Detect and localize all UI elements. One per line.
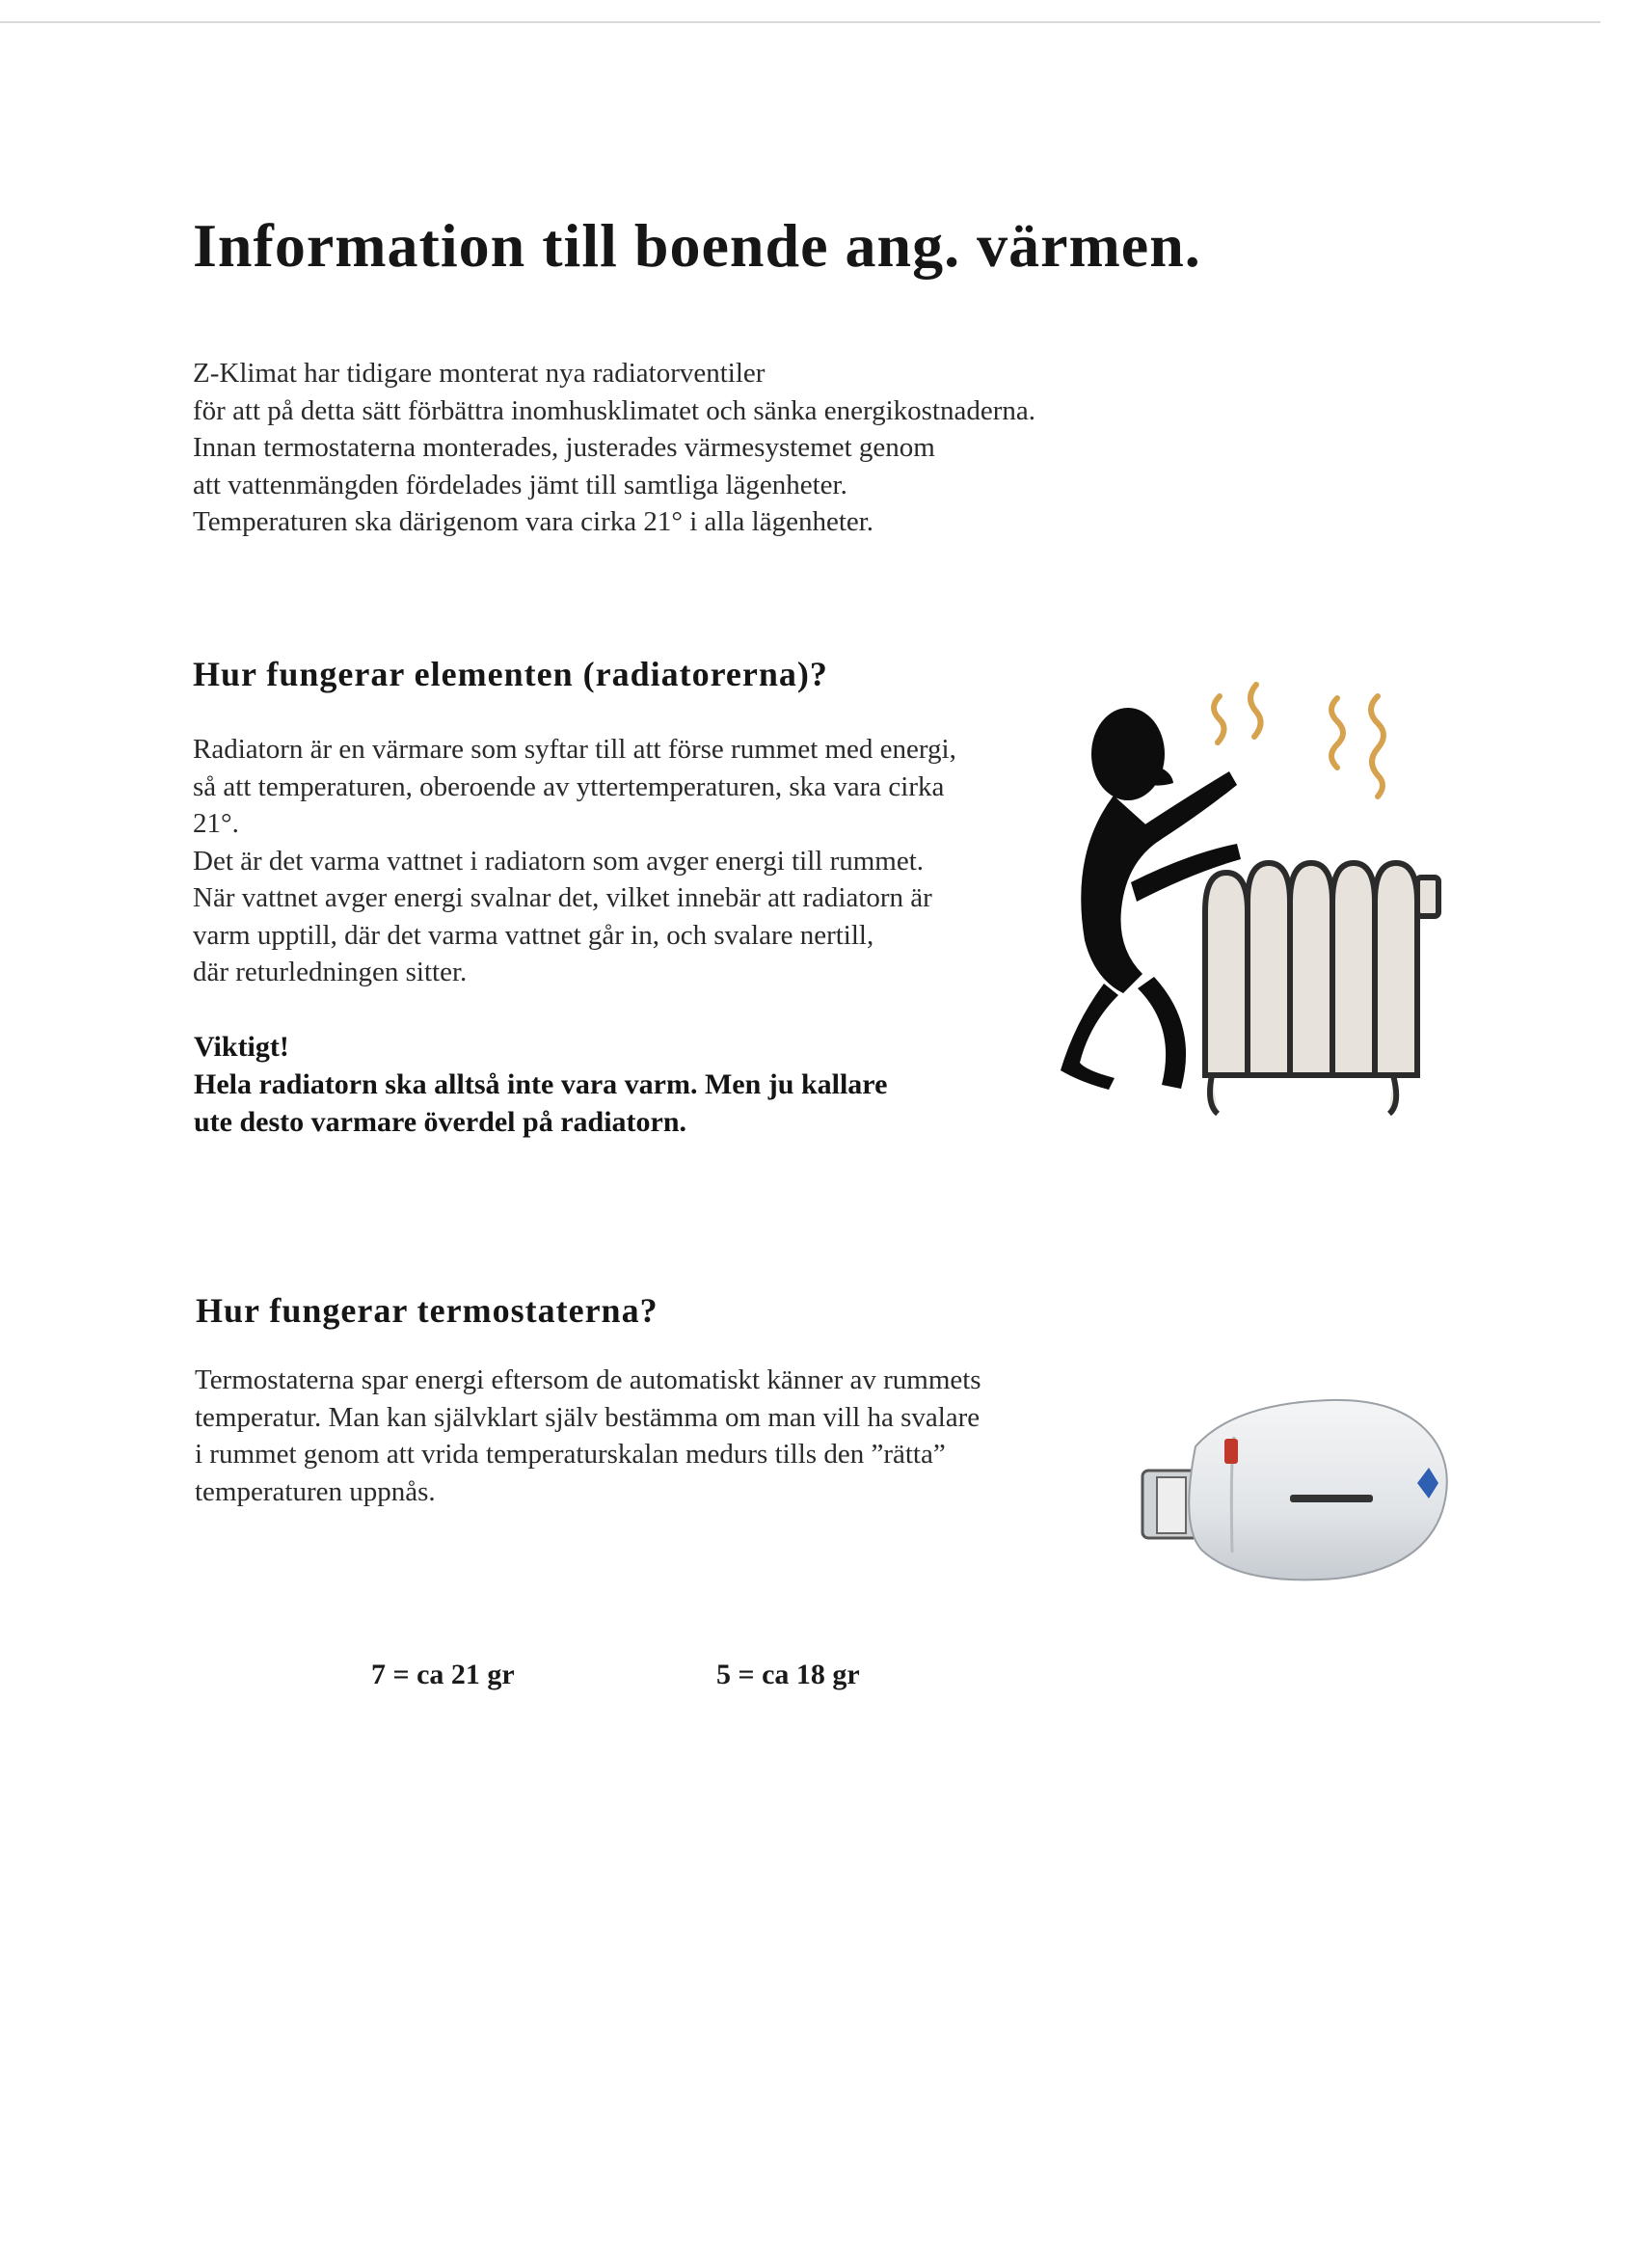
radiator-line: så att temperaturen, oberoende av yttertemperaturen, ska vara cirka — [193, 770, 945, 802]
intro-line: att vattenmängden fördelades jämt till samtliga lägenheter. — [193, 469, 847, 500]
thermostat-heading: Hur fungerar termostaterna? — [196, 1291, 658, 1330]
radiator-line: Det är det varma vattnet i radiatorn som avger energi till rummet. — [193, 845, 925, 877]
radiator-line: När vattnet avger energi svalnar det, vilket innebär att radiatorn är — [193, 882, 932, 913]
page-title: Information till boende ang. värmen. — [193, 211, 1201, 280]
intro-line: för att på detta sätt förbättra inomhusklimatet och sänka energikostnaderna. — [193, 394, 1036, 426]
person-warming-at-radiator-illustration — [1046, 675, 1461, 1119]
radiator-icon — [1205, 863, 1438, 1114]
thermostat-line: temperaturen uppnås. — [195, 1475, 436, 1507]
radiator-line: Radiatorn är en värmare som syftar till att förse rummet med energi, — [193, 734, 956, 765]
radiator-heading: Hur fungerar elementen (radiatorerna)? — [193, 655, 828, 693]
important-note — [194, 1028, 887, 1141]
thermostat-line: temperatur. Man kan självklart själv bestämma om man vill ha svalare — [195, 1401, 981, 1433]
thermostat-valve-photo — [1128, 1379, 1461, 1591]
radiator-line: varm upptill, där det varma vattnet går in, och svalare nertill, — [193, 919, 874, 951]
intro-line: Innan termostaterna monterades, justerades värmesystemet genom — [193, 432, 935, 463]
intro-paragraph — [193, 355, 1035, 541]
important-line: ute desto varmare överdel på radiatorn. — [194, 1106, 687, 1138]
intro-line: Temperaturen ska därigenom vara cirka 21° i alla lägenheter. — [193, 506, 874, 537]
radiator-paragraph — [193, 731, 956, 991]
thermostat-line: i rummet genom att vrida temperaturskalan medurs tills den ”rätta” — [195, 1439, 946, 1470]
thermostat-paragraph — [195, 1362, 981, 1510]
heat-wave-icon — [1214, 685, 1384, 796]
radiator-line: 21°. — [193, 808, 239, 839]
scale-setting-7: 7 = ca 21 gr — [371, 1659, 515, 1690]
important-line: Hela radiatorn ska alltså inte vara varm. Men ju kallare — [194, 1068, 888, 1100]
important-label: Viktigt! — [194, 1031, 289, 1063]
thermostat-red-mark-icon — [1224, 1439, 1238, 1464]
thermostat-line: Termostaterna spar energi eftersom de automatiskt känner av rummets — [195, 1364, 981, 1395]
scale-setting-5: 5 = ca 18 gr — [716, 1659, 860, 1690]
intro-line: Z-Klimat har tidigare monterat nya radiatorventiler — [193, 358, 766, 389]
page-top-border — [0, 21, 1600, 23]
radiator-line: där returledningen sitter. — [193, 957, 468, 987]
